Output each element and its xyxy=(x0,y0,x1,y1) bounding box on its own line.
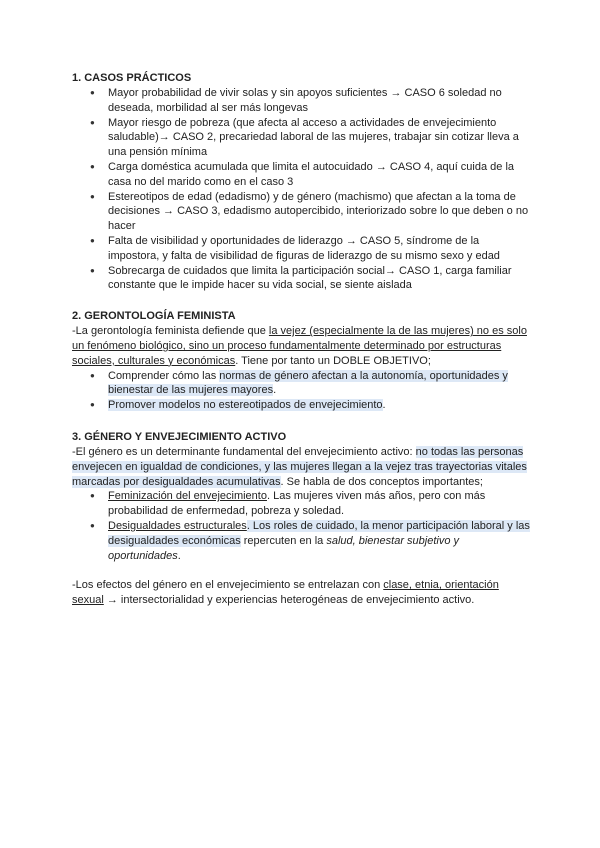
text-span: . xyxy=(177,549,181,562)
section-3-closing-paragraph xyxy=(72,578,530,608)
underlined-text: clase, etnia, orientación sexual xyxy=(72,579,499,607)
text-span: . Se habla de dos conceptos importantes; xyxy=(280,475,483,488)
list-item: ● Carga doméstica acumulada que limita el autocuidado → CASO 4, aquí cuida de la casa no del marido como en el caso 3 xyxy=(108,160,530,190)
underlined-text: Feminización del envejecimiento xyxy=(108,490,267,503)
underlined-text: la vejez (especialmente la de las mujeres) no es solo un fenómeno biológico, sino un proceso fundamentalmente determinado por estructuras sociales, culturales y económicas xyxy=(72,325,527,367)
section-2-paragraph xyxy=(72,324,530,368)
text-span: Comprender cómo las xyxy=(108,369,220,382)
spacer xyxy=(72,563,530,578)
underlined-text: Desigualdades estructurales xyxy=(108,519,247,532)
list-item xyxy=(108,398,530,413)
list-item: ● Mayor probabilidad de vivir solas y sin apoyos suficientes → CASO 6 soledad no deseada, morbilidad al ser más longevas xyxy=(108,86,530,116)
list-item: ● Sobrecarga de cuidados que limita la participación social→ CASO 1, carga familiar constante que le impide hacer su vida social, se siente aislada xyxy=(108,264,530,294)
text-span: . Tiene por tanto un DOBLE OBJETIVO; xyxy=(235,354,431,367)
text-span: . xyxy=(382,399,386,412)
section-1-title: 1. CASOS PRÁCTICOS xyxy=(72,72,192,84)
highlighted-text: Promover modelos no estereotipados de envejecimiento xyxy=(108,399,383,412)
text-span: → intersectorialidad y experiencias heterogéneas de envejecimiento activo. xyxy=(103,594,475,607)
concepts-list xyxy=(72,489,530,563)
italic-text: salud, bienestar subjetivo y oportunidades xyxy=(108,534,460,562)
text-span: -La gerontología feminista defiende que xyxy=(72,325,269,338)
highlighted-text: normas de género afectan a la autonomía, oportunidades y bienestar de las mujeres mayores xyxy=(108,369,508,397)
highlighted-text: no todas las personas envejecen en igualdad de condiciones, y las mujeres llegan a la vejez tras trayectorias vitales marcadas por desigualdades acumulativas xyxy=(72,445,527,488)
list-item: ● Mayor riesgo de pobreza (que afecta al acceso a actividades de envejecimiento saludable)→ CASO 2, precariedad laboral de las mujeres, trabajar sin cotizar lleva a una pensión mínima xyxy=(108,116,530,160)
list-item xyxy=(108,489,530,519)
text-span: . Los roles de cuidado, la menor participación laboral y las desigualdades económicas xyxy=(108,519,530,547)
section-2-title: 2. GERONTOLOGÍA FEMINISTA xyxy=(72,310,236,323)
section-3-paragraph xyxy=(72,445,530,489)
text-span: . xyxy=(273,384,277,397)
cases-list xyxy=(72,86,530,293)
list-item xyxy=(108,519,530,563)
text-span: repercuten en la xyxy=(240,534,327,547)
text-span: . Las mujeres viven más años, pero con más probabilidad de enfermedad, pobreza y soledad. xyxy=(108,490,486,518)
list-item: ● Falta de visibilidad y oportunidades de liderazgo → CASO 5, síndrome de la impostora, y falta de visibilidad de figuras de liderazgo de su mismo sexo y edad xyxy=(108,234,530,264)
section-3-title: 3. GÉNERO Y ENVEJECIMIENTO ACTIVO xyxy=(72,430,287,443)
text-span: -Los efectos del género en el envejecimiento se entrelazan con xyxy=(72,579,384,592)
objectives-list xyxy=(72,369,530,413)
list-item xyxy=(108,369,530,399)
list-item: ● Estereotipos de edad (edadismo) y de género (machismo) que afectan a la toma de decisiones → CASO 3, edadismo autopercibido, interiorizado sobre lo que deben o no hacer xyxy=(108,190,530,234)
text-span: -El género es un determinante fundamental del envejecimiento activo: xyxy=(72,445,416,458)
